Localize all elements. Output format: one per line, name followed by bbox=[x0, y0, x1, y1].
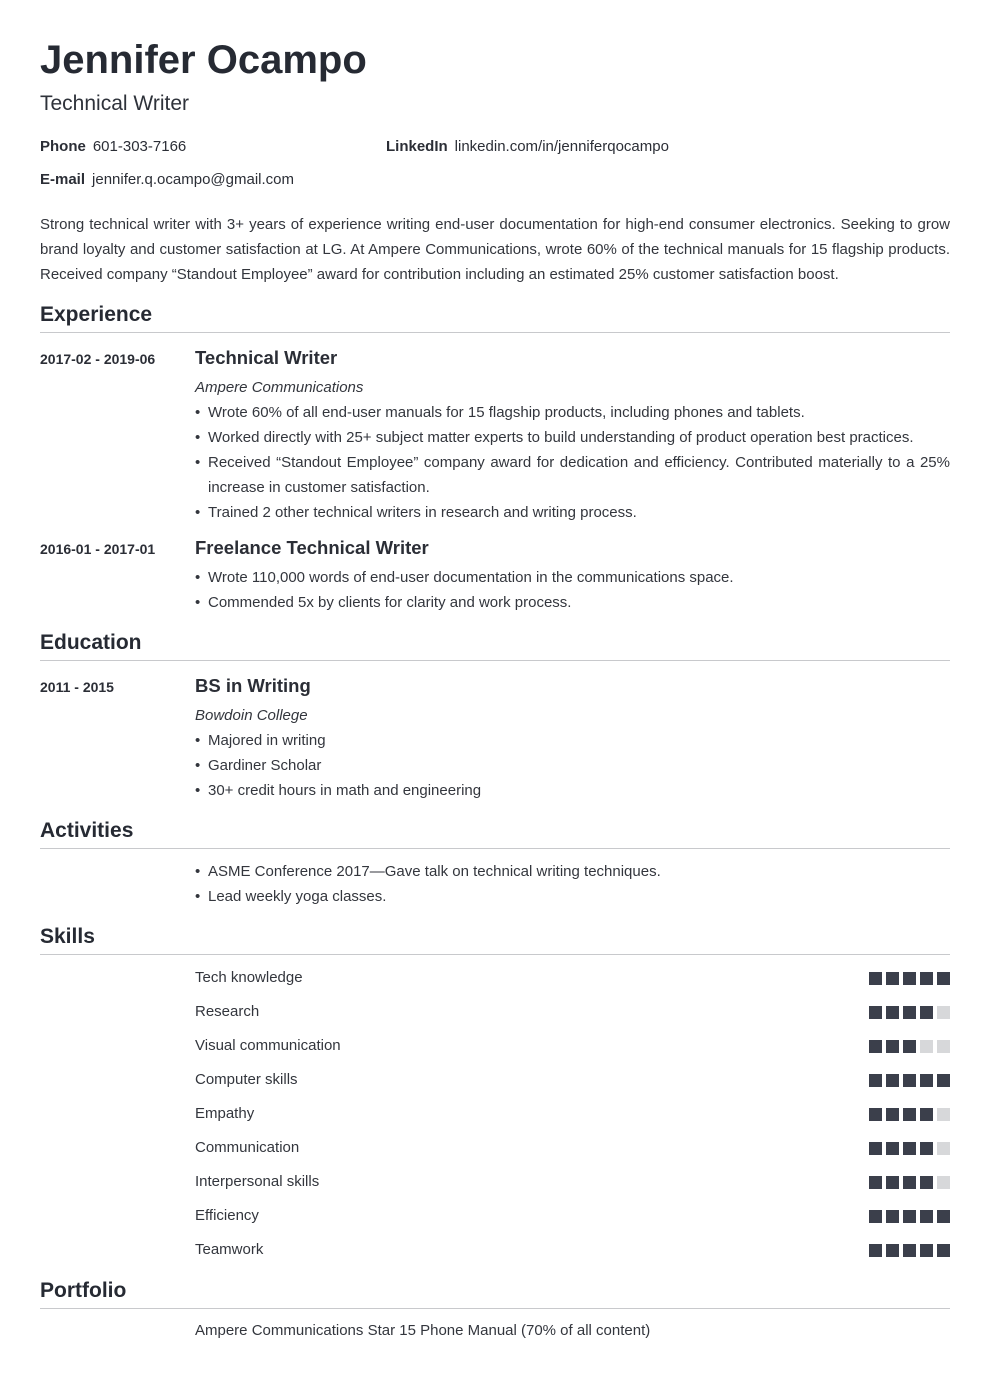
skills-list bbox=[195, 966, 950, 1272]
skill-level-filled-square bbox=[886, 1244, 899, 1257]
job-dates: 2017-02 - 2019-06 bbox=[40, 351, 156, 367]
education-heading: Education bbox=[40, 630, 950, 661]
skill-level-empty-square bbox=[937, 1176, 950, 1189]
skill-level-filled-square bbox=[920, 1142, 933, 1155]
list-item: • ASME Conference 2017—Gave talk on technical writing techniques. bbox=[195, 859, 950, 884]
list-item: • Majored in writing bbox=[195, 728, 950, 753]
list-item: • Lead weekly yoga classes. bbox=[195, 884, 950, 909]
linkedin-value[interactable]: linkedin.com/in/jenniferqocampo bbox=[454, 138, 669, 155]
skill-level-filled-square bbox=[886, 1108, 899, 1121]
skill-level-empty-square bbox=[937, 1108, 950, 1121]
skill-level-filled-square bbox=[937, 972, 950, 985]
skill-level-filled-square bbox=[903, 1142, 916, 1155]
list-item: • Worked directly with 25+ subject matter experts to build understanding of product operation best practices. bbox=[195, 425, 950, 450]
skill-level-filled-square bbox=[903, 1244, 916, 1257]
list-item: • Commended 5x by clients for clarity and work process. bbox=[195, 590, 950, 615]
skill-level-empty-square bbox=[937, 1040, 950, 1053]
skill-level-filled-square bbox=[869, 1108, 882, 1121]
skill-level-empty-square bbox=[920, 1040, 933, 1053]
skill-name: Visual communication bbox=[195, 1037, 341, 1054]
job-bullets bbox=[195, 400, 950, 525]
skill-name: Teamwork bbox=[195, 1241, 264, 1258]
list-item: • Gardiner Scholar bbox=[195, 753, 950, 778]
skill-level-filled-square bbox=[903, 1040, 916, 1053]
skill-row bbox=[195, 966, 950, 1000]
job-entry bbox=[195, 536, 950, 615]
skill-level-filled-square bbox=[869, 1006, 882, 1019]
skill-level-filled-square bbox=[886, 1040, 899, 1053]
portfolio-heading: Portfolio bbox=[40, 1278, 950, 1309]
skill-level-filled-square bbox=[869, 1244, 882, 1257]
skill-level-filled-square bbox=[886, 1074, 899, 1087]
skill-level-filled-square bbox=[903, 1108, 916, 1121]
skill-level-filled-square bbox=[920, 1108, 933, 1121]
skill-name: Research bbox=[195, 1003, 260, 1020]
email-label: E-mail bbox=[40, 171, 86, 188]
summary-paragraph: Strong technical writer with 3+ years of experience writing end-user documentation for high-end consumer electronics. Seeking to grow brand loyalty and customer satisfaction at LG. At Ampere Communications, wrote 60% of the technical manuals for 15 flagship products. Received company “Standout Employee” award for contribution including an estimated 25% customer satisfaction boost. bbox=[40, 216, 950, 283]
skill-row bbox=[195, 1170, 950, 1204]
skill-level-meter bbox=[869, 1108, 950, 1121]
skill-row bbox=[195, 1102, 950, 1136]
skill-level-filled-square bbox=[886, 1006, 899, 1019]
list-item: • 30+ credit hours in math and engineering bbox=[195, 778, 950, 803]
skill-level-filled-square bbox=[920, 1210, 933, 1223]
email-value[interactable]: jennifer.q.ocampo@gmail.com bbox=[92, 171, 295, 188]
contact-linkedin bbox=[386, 138, 669, 156]
skill-level-filled-square bbox=[903, 1176, 916, 1189]
skill-level-filled-square bbox=[886, 1176, 899, 1189]
skill-row bbox=[195, 1238, 950, 1272]
skill-name: Empathy bbox=[195, 1105, 255, 1122]
skill-level-filled-square bbox=[903, 972, 916, 985]
skill-level-filled-square bbox=[903, 1074, 916, 1087]
skill-level-meter bbox=[869, 1210, 950, 1223]
skill-name: Efficiency bbox=[195, 1207, 259, 1224]
phone-label: Phone bbox=[40, 138, 86, 155]
skill-level-filled-square bbox=[920, 972, 933, 985]
skill-level-filled-square bbox=[869, 1142, 882, 1155]
skill-level-filled-square bbox=[920, 1006, 933, 1019]
skill-row bbox=[195, 1034, 950, 1068]
skill-level-meter bbox=[869, 1040, 950, 1053]
activities-entry bbox=[195, 859, 950, 909]
contact-email bbox=[40, 171, 294, 189]
skills-heading: Skills bbox=[40, 924, 950, 955]
job-dates: 2016-01 - 2017-01 bbox=[40, 541, 156, 557]
skill-level-filled-square bbox=[886, 1142, 899, 1155]
skill-level-meter bbox=[869, 1006, 950, 1019]
skill-level-filled-square bbox=[869, 1040, 882, 1053]
activities-heading: Activities bbox=[40, 818, 950, 849]
job-company: Ampere Communications bbox=[195, 379, 364, 396]
job-title: Technical Writer bbox=[195, 347, 338, 368]
job-entry bbox=[195, 346, 950, 525]
skill-level-filled-square bbox=[937, 1244, 950, 1257]
skill-level-meter bbox=[869, 972, 950, 985]
skill-level-empty-square bbox=[937, 1142, 950, 1155]
skill-row bbox=[195, 1068, 950, 1102]
skill-name: Computer skills bbox=[195, 1071, 298, 1088]
skill-level-filled-square bbox=[920, 1244, 933, 1257]
skill-level-filled-square bbox=[869, 1074, 882, 1087]
list-item: • Wrote 110,000 words of end-user documentation in the communications space. bbox=[195, 565, 950, 590]
skill-level-filled-square bbox=[869, 1176, 882, 1189]
phone-value: 601-303-7166 bbox=[92, 138, 187, 155]
skill-name: Interpersonal skills bbox=[195, 1173, 320, 1190]
candidate-title: Technical Writer bbox=[40, 92, 189, 115]
skill-level-filled-square bbox=[920, 1176, 933, 1189]
skill-row bbox=[195, 1204, 950, 1238]
skill-level-filled-square bbox=[903, 1006, 916, 1019]
skill-level-filled-square bbox=[903, 1210, 916, 1223]
list-item: • Wrote 60% of all end-user manuals for 15 flagship products, including phones and tablets. bbox=[195, 400, 950, 425]
skill-level-filled-square bbox=[886, 1210, 899, 1223]
contact-phone bbox=[40, 138, 186, 156]
school-name: Bowdoin College bbox=[195, 707, 308, 724]
experience-heading: Experience bbox=[40, 302, 950, 333]
candidate-name: Jennifer Ocampo bbox=[40, 38, 367, 82]
education-bullets bbox=[195, 728, 950, 803]
skill-row bbox=[195, 1000, 950, 1034]
skill-level-meter bbox=[869, 1176, 950, 1189]
activities-bullets bbox=[195, 859, 950, 909]
skill-level-filled-square bbox=[937, 1210, 950, 1223]
linkedin-label: LinkedIn bbox=[386, 138, 448, 155]
list-item: • Trained 2 other technical writers in research and writing process. bbox=[195, 500, 950, 525]
education-dates: 2011 - 2015 bbox=[40, 679, 114, 695]
skill-level-filled-square bbox=[869, 1210, 882, 1223]
skill-level-filled-square bbox=[920, 1074, 933, 1087]
job-title: Freelance Technical Writer bbox=[195, 537, 429, 558]
skill-level-meter bbox=[869, 1244, 950, 1257]
skill-level-meter bbox=[869, 1142, 950, 1155]
skill-level-filled-square bbox=[869, 972, 882, 985]
skill-level-empty-square bbox=[937, 1006, 950, 1019]
degree-title: BS in Writing bbox=[195, 675, 311, 696]
skill-level-meter bbox=[869, 1074, 950, 1087]
education-entry bbox=[195, 674, 950, 803]
list-item: • Received “Standout Employee” company award for dedication and efficiency. Contributed materially to a 25% increase in customer satisfaction. bbox=[195, 450, 950, 500]
skill-name: Tech knowledge bbox=[195, 969, 303, 986]
job-bullets bbox=[195, 565, 950, 615]
skill-level-filled-square bbox=[886, 972, 899, 985]
skill-name: Communication bbox=[195, 1139, 300, 1156]
skill-row bbox=[195, 1136, 950, 1170]
skill-level-filled-square bbox=[937, 1074, 950, 1087]
portfolio-item: Ampere Communications Star 15 Phone Manual (70% of all content) bbox=[195, 1322, 651, 1339]
